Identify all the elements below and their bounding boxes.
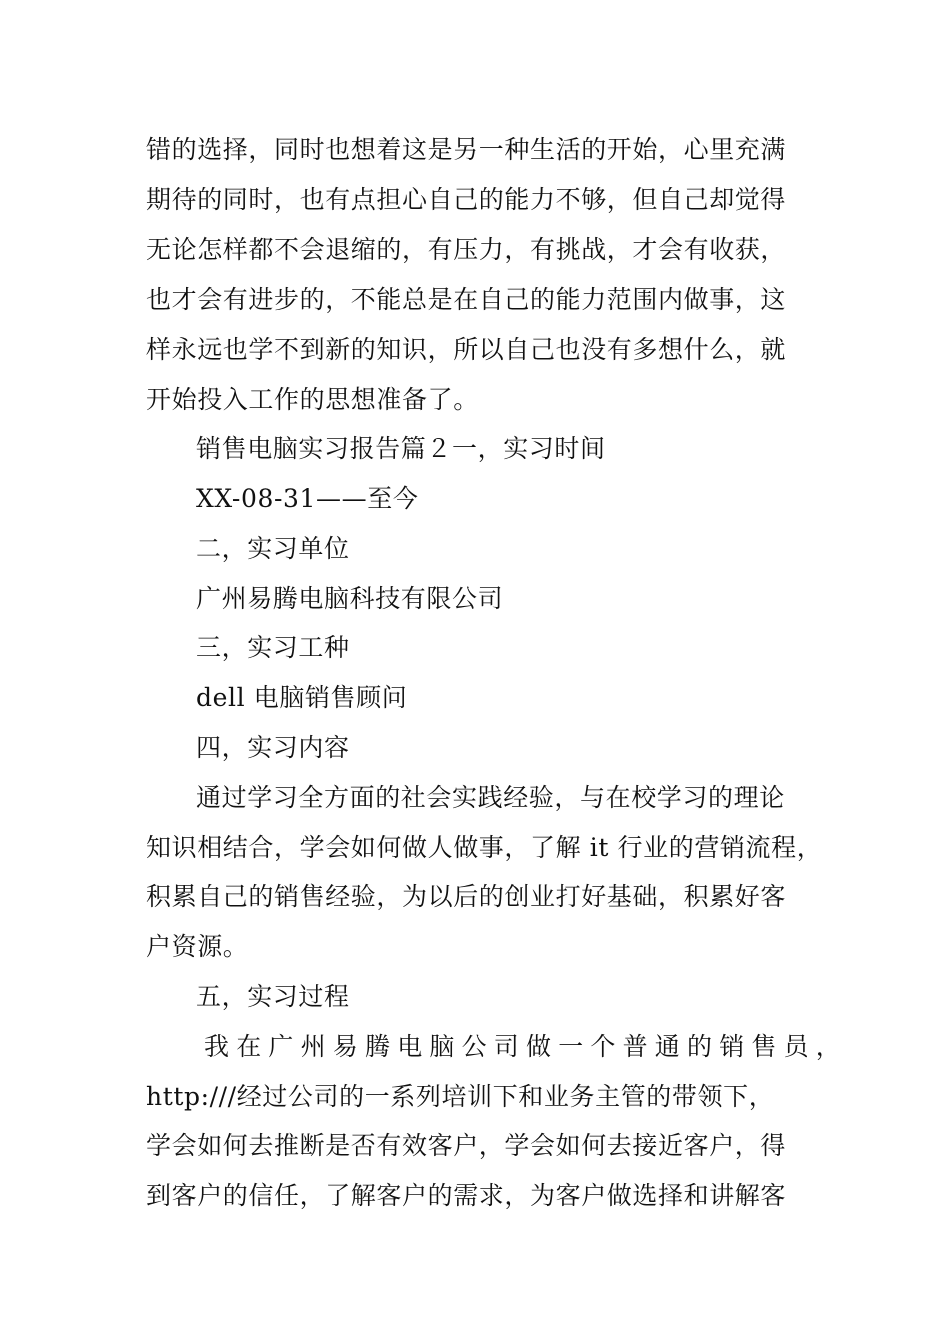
paragraph-line: 户资源。 [146, 932, 249, 961]
paragraph-line: 知识相结合，学会如何做人做事，了解 it 行业的营销流程， [146, 833, 823, 862]
heading-process: 五，实习过程 [196, 982, 350, 1011]
paragraph-line: 错的选择，同时也想着这是另一种生活的开始，心里充满 [146, 135, 787, 164]
paragraph-line: 无论怎样都不会退缩的，有压力，有挑战，才会有收获， [146, 235, 787, 264]
paragraph-line: 积累自己的销售经验，为以后的创业打好基础，积累好客 [146, 882, 787, 911]
heading-content: 四，实习内容 [196, 733, 350, 762]
paragraph-line: 到客户的信任，了解客户的需求，为客户做选择和讲解客 [146, 1181, 787, 1210]
paragraph-line: 期待的同时，也有点担心自己的能力不够，但自己却觉得 [146, 185, 787, 214]
date-range: XX-08-31——至今 [196, 484, 419, 513]
paragraph-line: 开始投入工作的思想准备了。 [146, 385, 479, 414]
company-name: 广州易腾电脑科技有限公司 [196, 584, 504, 613]
section-title: 销售电脑实习报告篇２一，实习时间 [196, 434, 606, 463]
paragraph-line: http:///经过公司的一系列培训下和业务主管的带领下， [146, 1082, 775, 1111]
paragraph-line: 通过学习全方面的社会实践经验，与在校学习的理论 [196, 783, 785, 812]
paragraph-line: 我在广州易腾电脑公司做一个普通的销售员， [204, 1032, 849, 1061]
paragraph-line: 也才会有进步的，不能总是在自己的能力范围内做事，这 [146, 285, 787, 314]
heading-job-type: 三，实习工种 [196, 633, 350, 662]
paragraph-line: 学会如何去推断是否有效客户，学会如何去接近客户，得 [146, 1131, 787, 1160]
paragraph-line: 样永远也学不到新的知识，所以自己也没有多想什么，就 [146, 335, 787, 364]
job-title: dell 电脑销售顾问 [196, 683, 408, 712]
heading-unit: 二，实习单位 [196, 534, 350, 563]
